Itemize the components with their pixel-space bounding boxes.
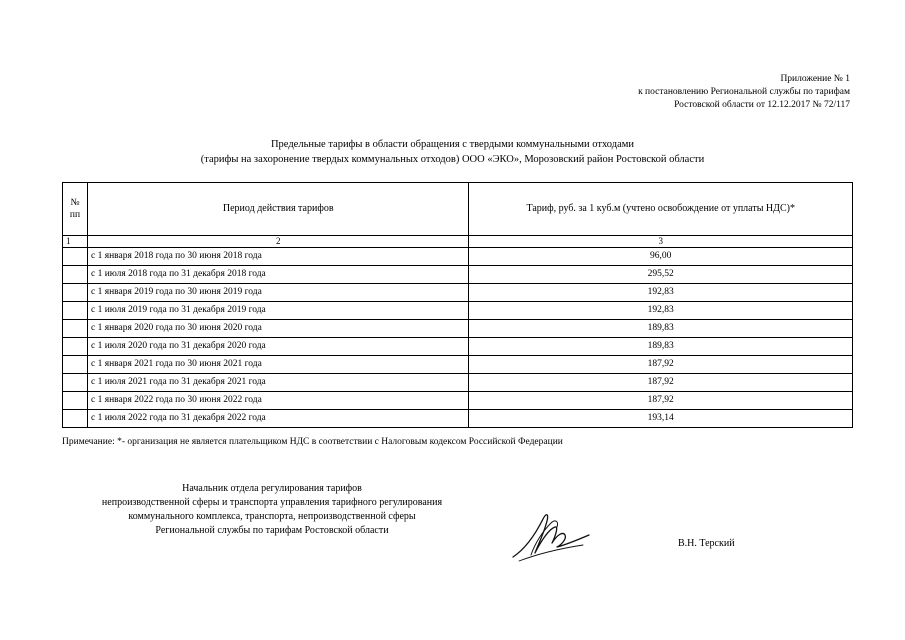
table-row: [63, 248, 853, 266]
vat-note: Примечание: *- организация не является плательщиком НДС в соответствии с Налоговым кодексом Российской Федерации: [62, 437, 563, 447]
row-period: с 1 января 2020 года по 30 июня 2020 года: [87, 320, 468, 338]
index-cell-3: 3: [469, 236, 853, 248]
appendix-resolution: к постановлению Региональной службы по тарифам: [638, 87, 850, 97]
table-row: [63, 266, 853, 284]
row-tariff: 193,14: [469, 410, 853, 428]
signatory-line-2: непроизводственной сферы и транспорта управления тарифного регулирования: [101, 497, 443, 508]
tariffs-table: [62, 182, 853, 428]
row-number-cell: [63, 356, 88, 374]
row-period: с 1 июля 2020 года по 31 декабря 2020 года: [87, 338, 468, 356]
signatory-line-1: Начальник отдела регулирования тарифов: [182, 483, 362, 494]
row-tariff: 192,83: [469, 284, 853, 302]
row-tariff: 187,92: [469, 374, 853, 392]
signer-name: В.Н. Терский: [678, 538, 735, 549]
row-period: с 1 июля 2022 года по 31 декабря 2022 года: [87, 410, 468, 428]
document-title: [0, 137, 905, 167]
table-row: [63, 374, 853, 392]
header-number: [63, 183, 88, 236]
header-number-line2: пп: [69, 210, 81, 220]
row-tariff: 96,00: [469, 248, 853, 266]
row-tariff: 192,83: [469, 302, 853, 320]
table-row: [63, 284, 853, 302]
row-number-cell: [63, 410, 88, 428]
row-tariff: 187,92: [469, 392, 853, 410]
row-tariff: 189,83: [469, 338, 853, 356]
row-number-cell: [63, 266, 88, 284]
row-number-cell: [63, 284, 88, 302]
row-period: с 1 января 2018 года по 30 июня 2018 года: [87, 248, 468, 266]
title-line-2: (тарифы на захоронение твердых коммунальных отходов) ООО «ЭКО», Морозовский район Ростовской области: [200, 154, 705, 165]
table-row: [63, 302, 853, 320]
row-period: с 1 июля 2018 года по 31 декабря 2018 года: [87, 266, 468, 284]
signatory-line-4: Региональной службы по тарифам Ростовской области: [155, 525, 389, 536]
row-number-cell: [63, 374, 88, 392]
row-period: с 1 января 2019 года по 30 июня 2019 года: [87, 284, 468, 302]
row-tariff: 295,52: [469, 266, 853, 284]
row-number-cell: [63, 302, 88, 320]
table-row: [63, 392, 853, 410]
appendix-date: Ростовской области от 12.12.2017 № 72/117: [674, 100, 850, 110]
row-number-cell: [63, 392, 88, 410]
index-cell-1: 1: [63, 236, 88, 248]
handwritten-signature-icon: [505, 505, 595, 565]
row-tariff: 189,83: [469, 320, 853, 338]
signatory-line-3: коммунального комплекса, транспорта, непроизводственной сферы: [128, 511, 416, 522]
appendix-reference: [638, 73, 850, 112]
header-tariff: Тариф, руб. за 1 куб.м (учтено освобождение от уплаты НДС)*: [469, 183, 853, 236]
table-row: [63, 320, 853, 338]
table-row: [63, 410, 853, 428]
table-index-row: [63, 236, 853, 248]
table-header-row: [63, 183, 853, 236]
row-period: с 1 июля 2021 года по 31 декабря 2021 года: [87, 374, 468, 392]
row-period: с 1 июля 2019 года по 31 декабря 2019 года: [87, 302, 468, 320]
header-number-line1: №: [70, 198, 80, 208]
header-period: Период действия тарифов: [87, 183, 468, 236]
row-period: с 1 января 2022 года по 30 июня 2022 года: [87, 392, 468, 410]
row-number-cell: [63, 248, 88, 266]
row-number-cell: [63, 320, 88, 338]
row-tariff: 187,92: [469, 356, 853, 374]
signatory-position: [62, 482, 482, 538]
table-row: [63, 356, 853, 374]
index-cell-2: 2: [87, 236, 468, 248]
row-period: с 1 января 2021 года по 30 июня 2021 года: [87, 356, 468, 374]
table-row: [63, 338, 853, 356]
appendix-number: Приложение № 1: [780, 74, 850, 84]
row-number-cell: [63, 338, 88, 356]
title-line-1: Предельные тарифы в области обращения с твердыми коммунальными отходами: [270, 139, 635, 150]
